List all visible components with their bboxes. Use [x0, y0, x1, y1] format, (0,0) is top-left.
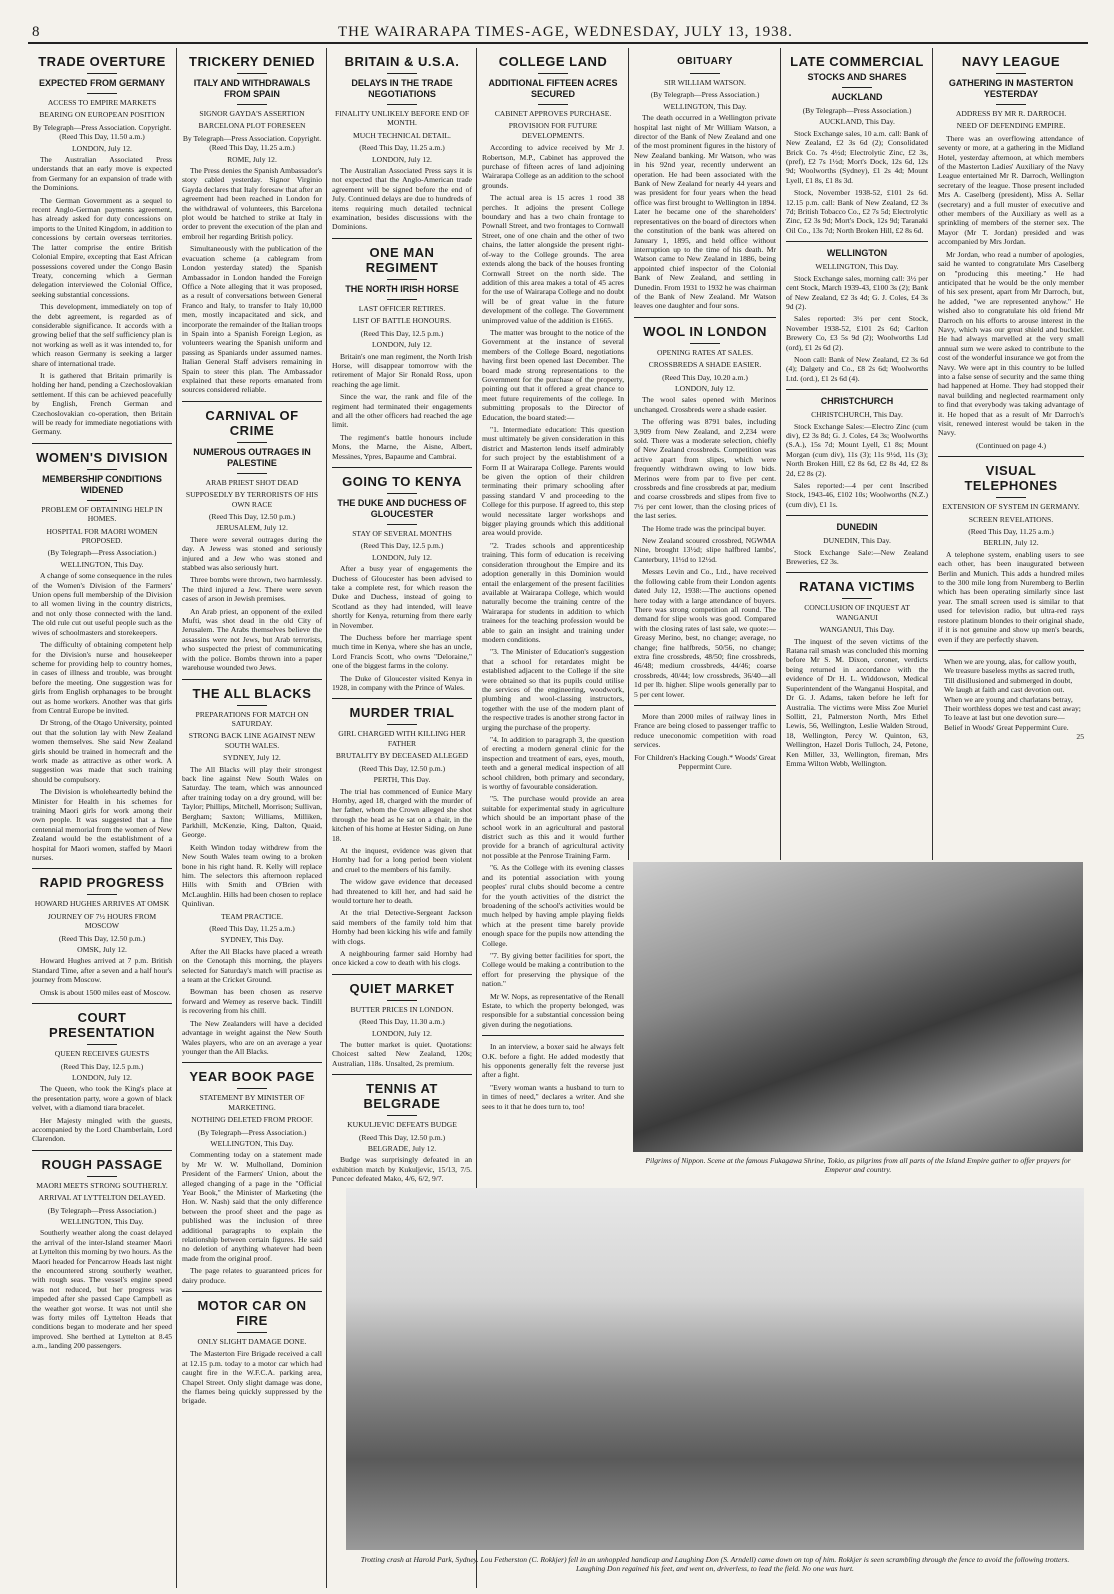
subhead: LIST OF BATTLE HONOURS.: [352, 316, 452, 326]
byline: (Reed This Day, 12.50 p.m.): [358, 763, 446, 773]
subhead: TEAM PRACTICE.: [220, 911, 284, 921]
subhead: QUEEN RECEIVES GUESTS: [54, 1049, 150, 1059]
paragraph: The widow gave evidence that deceased had threatened to kill her, and had said he would torture her to death.: [332, 877, 472, 905]
paragraph: "5. The purchase would provide an area suitable for experimental study in agriculture which should be an important phase of the school work in an agricultural and pastoral district such as this and it would further provide for a branch of agricultural activity not possible at the Penrose Training Farm.: [482, 794, 624, 860]
paragraph: Budge was surprisingly defeated in an exhibition match by Kukuljevic, 15/13, 7/5. Puncec defeated Mako, 4/6, 6/2, 9/7.: [332, 1155, 472, 1184]
subhead: CONCLUSION OF INQUEST AT WANGANUI: [804, 603, 910, 622]
subhead: ADDITIONAL FIFTEEN ACRES SECURED: [488, 78, 618, 99]
headline: QUIET MARKET: [349, 980, 455, 996]
paragraph: Dr Strong, of the Otago University, pointed out that the solution lay with New Zealand women themselves. She said New Zealand girls should be trained in homecraft and the work made as attractive as other work. A suggestion was made that such training should be compulsory.: [32, 718, 172, 784]
dateline: OMSK, July 12.: [77, 945, 127, 955]
article-trade-overture: [32, 54, 172, 437]
paragraph: Stock, November 1938-52, £101 2s 6d. 12.15 p.m. call: Bank of New Zealand, £2 3s 7d; British Tobacco Co., £2 7s 5d; Electrolytic Zinc, £2 3s 9d; Mort's Dock, 12s 9d; Taranaki Oil Co., 13s 7d; North Broken Hill, £2 8s 6d.: [786, 188, 928, 235]
subhead: OPENING RATES AT SALES.: [656, 347, 754, 357]
subhead: NEED OF DEFENDING EMPIRE.: [956, 121, 1066, 131]
paragraph: The actual area is 15 acres 1 rood 38 perches. It adjoins the present College boundary and has a two chain frontage to Pownall Street, and two frontages to Cornwall Street, one of one chain and the other of two chains, the latter alongside the present right-of-way to the College grounds. The area extends along the back of the houses fronting Cornwall Street on the north side. The addition of this area makes a total of 45 acres for the use of Wairarapa College and no doubt will be of great value in the future development of the college. The Government unimproved value of the addition is £1665.: [482, 193, 624, 325]
paragraph: Three bombs were thrown, two harmlessly. The third injured a Jew. There were seven cases of arson in Jewish premises.: [182, 575, 322, 604]
poem-line: Belief in Woods' Great Peppermint Cure.: [944, 722, 1069, 732]
article-fillers: [482, 1042, 624, 1111]
subhead: PROBLEM OF OBTAINING HELP IN HOMES.: [41, 504, 163, 524]
paragraph: The inquest of the seven victims of the Ratana rail smash was concluded this morning before Mr S. M. Dixon, coroner, verdicts being returned in accordance with the evidence of Dr H. L. Widdowson, Medical Superintendent of the Wanganui Hospital, and Dr G. J. Adams, taken before he left for Australia. The victims were Miss Zoe Muriel Sollitt, 21, Palmerston North, Mrs Ethel Lewis, 56, Wellington, Leslie Walden Stroud, 18, Wellington, Percy W. Quinton, 63, Wellington, Hazel Doris Tulloch, 24, Petone, Ken Miller, 33, Wellington, fireman, Mrs Emma Wilton Webb, Wellington.: [786, 636, 928, 768]
paragraph: The Duchess before her marriage spent much time in Kenya, where she has an uncle, Lord Francis Scott, who owns "Deloraine," one of the biggest farms in the colony.: [332, 633, 472, 671]
headline: TRICKERY DENIED: [189, 54, 315, 69]
paragraph: After the All Blacks have placed a wreath on the Cenotaph this morning, the players selected for Saturday's match will practise as a team at the Cricket Ground.: [182, 946, 322, 985]
byline: (By Telegraph—Press Association.): [802, 106, 912, 115]
column-divider: [326, 48, 327, 1588]
paragraph: There were several outrages during the day. A Jewess was stoned and seriously injured and a Jew who was stoned and stabbed was also seriously hurt.: [182, 534, 322, 573]
column-divider: [176, 48, 177, 1588]
subhead: NUMEROUS OUTRAGES IN PALESTINE: [193, 446, 311, 468]
subhead: THE DUKE AND DUCHESS OF GLOUCESTER: [337, 497, 467, 519]
ad-number: 25: [1076, 732, 1084, 742]
article-court-presentation: [32, 1010, 172, 1144]
advertisement: For Children's Hacking Cough.* Woods' Great Peppermint Cure.: [634, 752, 776, 771]
paragraph: The butter market is quiet. Quotations: Choicest salted New Zealand, 120s; Australian, 118s. Unsalted, 2s premium.: [332, 1040, 472, 1068]
paragraph: The Press denies the Spanish Ambassador's story cabled yesterday. Signor Virginio Gayda declares that Italy foresaw that after an agreement had been reached in London for the withdrawal of volunteers, this Barcelona plot would be hatched to strike at Italy in order to prevent the execution of the plan and embroil her regarding British policy.: [182, 166, 322, 241]
subhead: LAST OFFICER RETIRES.: [358, 303, 446, 313]
dateline: LONDON, July 12.: [372, 340, 432, 350]
article-year-book-page: [182, 1069, 322, 1285]
article-dunedin-stocks: [786, 522, 928, 566]
dateline: LONDON, July 12.: [675, 383, 735, 393]
poem-line: We treasure baseless myths as sacred truth,: [944, 666, 1075, 676]
article-college-land: [482, 54, 624, 1029]
paragraph: Stock Exchange sales, morning call: 3½ per cent Stock, March 1939-43, £100 3s (2); Bank of New Zealand, £2 3s 4d; G. J. Coles, £4 3s 9d (2).: [786, 273, 928, 311]
paragraph: Messrs Levin and Co., Ltd., have received the following cable from their London agents dated July 12, 1938:—The auctions opened here today with a large attendance of buyers. There was strong competition all round. The demand for slipe wools was good. Compared with the closing rates of last sale, we quote:—Greasy Merino, best, no change; average, no change; fine halfbreds, 50/56, no change; extra fine crossbreds, 48/50; fine crossbreds, 46/48; medium crossbreds, 44/46; coarse crossbreds, 40/44; low crossbreds, 36/40—all 1d per lb. higher. Slipe wools generally par to 5 per cent lower.: [634, 567, 776, 699]
subhead: GIRL CHARGED WITH KILLING HER FATHER: [338, 729, 466, 748]
dateline: WANGANUI, This Day.: [819, 625, 895, 635]
byline: (Reed This Day, 10.20 a.m.): [662, 372, 748, 382]
article-navy-league: [938, 54, 1084, 450]
headline: COLLEGE LAND: [498, 54, 608, 69]
column-divider: [932, 48, 933, 860]
paragraph: The trial has commenced of Eunice Mary Hornby, aged 18, charged with the murder of her father, whom the Crown alleged she shot through the head as he sat on a chair, in the kitchen of his home at Hester Siding, on June 18.: [332, 786, 472, 843]
headline: RATANA VICTIMS: [799, 579, 915, 595]
dateline: WELLINGTON, This Day.: [60, 559, 144, 569]
paragraph: The wool sales opened with Merinos unchanged. Crossbreds were a shade easier.: [634, 395, 776, 414]
subhead: BARCELONA PLOT FORESEEN: [198, 121, 306, 131]
subhead: NOTHING DELETED FROM PROOF.: [191, 1115, 313, 1125]
dateline: WELLINGTON, This Day.: [60, 1216, 144, 1226]
headline: MURDER TRIAL: [349, 705, 455, 721]
paragraph: "6. As the College with its evening classes and its potential association with young peoples' rural clubs should become a centre for the youth activities of the district the broadening of the school's activities would be much helped by having ample playing fields which at the present time barely provide enough space for the pupils now attending the College.: [482, 863, 624, 948]
headline: VISUAL TELEPHONES: [964, 463, 1058, 494]
subhead: DUNEDIN: [836, 522, 878, 533]
byline: (By Telegraph—Press Association.): [197, 1127, 307, 1137]
subhead: HOSPITAL FOR MAORI WOMEN PROPOSED.: [46, 526, 158, 546]
paragraph: A change of some consequence in the rules of the Women's Division of the Farmers' Union opens full membership of the Division to all women living in the country districts, and not only those connected with the land. The old rule cut out useful people such as the wives of schoolmasters and storekeepers.: [32, 571, 172, 637]
paragraph: Omsk is about 1500 miles east of Moscow.: [40, 987, 171, 997]
article-france-railways: [634, 712, 776, 771]
paragraph: Stock Exchange Sales:—Electro Zinc (cum div), £2 3s 8d; G. J. Coles, £4 3s; Woolworths (S.A.), 15s 7d; Mount Lyell, £1 8s; Mount Morgan (cum div), 11s (3); 11s 9½d, 11s (3); North Broken Hill, £2 8s 6d, £2 8s 4d, £2 8s 2d, £2 8s (2).: [786, 421, 928, 478]
paragraph: According to advice received by Mr J. Robertson, M.P., Cabinet has approved the purchase of fifteen acres of land adjoining Wairarapa College as an addition to the school grounds.: [482, 143, 624, 190]
subhead: HOWARD HUGHES ARRIVES AT OMSK: [34, 899, 170, 909]
headline: TRADE OVERTURE: [38, 54, 166, 69]
subhead: ADDRESS BY MR R. DARROCH.: [955, 109, 1067, 118]
dateline: WELLINGTON, This Day.: [663, 101, 747, 111]
dateline: AUCKLAND, This Day.: [819, 117, 895, 127]
subhead: ITALY AND WITHDRAWALS FROM SPAIN: [193, 78, 311, 99]
byline: (Reed This Day, 12.5 p.m.): [60, 1061, 144, 1071]
paragraph: The All Blacks will play their strongest back line against New South Wales on Saturday. The team, which was announced after training today on a dry ground, will be: Taylor; Phillips, Mitchell, Morrison; Sullivan, Bergham; Saxton; Williams, Milliken, Parkhill, McKenzie, King, Dalton, Quaid, George.: [182, 764, 322, 840]
subhead: FINALITY UNLIKELY BEFORE END OF MONTH.: [334, 109, 470, 128]
subhead: STATEMENT BY MINISTER OF MARKETING.: [199, 1093, 305, 1112]
subhead: SIR WILLIAM WATSON.: [664, 78, 746, 87]
headline: YEAR BOOK PAGE: [189, 1069, 315, 1085]
column-5: [634, 48, 776, 860]
photo-trotting-crash: [346, 1188, 1084, 1550]
paragraph: Since the war, the rank and file of the regiment had terminated their engagements and all the other officers had reached the age limit.: [332, 392, 472, 430]
article-womens-division: [32, 450, 172, 863]
paragraph: In an interview, a boxer said he always felt O.K. before a fight. He added modestly that his opponents generally felt the reverse just after a fight.: [482, 1042, 624, 1080]
paragraph: "7. By giving better facilities for sport, the College would be making a contribution to the effort for preserving the physique of the nation.": [482, 950, 624, 989]
paragraph: Howard Hughes arrived at 7 p.m. British Standard Time, after a seven and a half hour's journey from Moscow.: [32, 956, 172, 985]
dateline: WELLINGTON, This Day.: [210, 1138, 294, 1148]
dateline: WELLINGTON, This Day.: [815, 262, 899, 272]
subhead: THE NORTH IRISH HORSE: [345, 283, 459, 294]
subhead: AUCKLAND: [831, 92, 883, 102]
column-4: [482, 48, 624, 1111]
poem-line: Till disillusioned and submerged in doubt,: [944, 675, 1073, 685]
headline: BRITAIN & U.S.A.: [344, 54, 460, 69]
column-1: [32, 48, 172, 1588]
paragraph: Commenting today on a statement made by Mr W. W. Mulholland, Dominion President of the Farmers' Union, about the alleged changing of a page in the "Official Year Book," the Minister of Marketing (the Hon. W. Nash) said that the only difference between the proof sheet and the page as published was the inclusion of three additional paragraphs to explain the relationship between certain figures. He said no deletion of anything whatever had been made from the original proof.: [182, 1150, 322, 1263]
paragraph: Sales reported: 3½ per cent Stock, November 1938-52, £101 2s 6d; Carlton Brewery Co, £3 5s 9d (2); Woolworths Ltd (ord), £1 2s 6d (2).: [786, 314, 928, 352]
masthead-title: THE WAIRARAPA TIMES-AGE, WEDNESDAY, JULY 13, 1938.: [338, 24, 793, 40]
byline: (Reed This Day, 11.25 a.m.): [968, 527, 1054, 537]
subhead: SCREEN REVELATIONS.: [968, 514, 1054, 524]
subhead: CABINET APPROVES PURCHASE.: [494, 109, 612, 118]
dateline: LONDON, July 12.: [372, 154, 432, 164]
paragraph: The New Zealanders will have a decided advantage in weight against the New South Wales players, who are on an average a year younger than the All Blacks.: [182, 1018, 322, 1056]
paragraph: "Every woman wants a husband to turn to in times of need," declares a writer. And she sees to it that he does turn to, too!: [482, 1082, 624, 1111]
paragraph: The Queen, who took the King's place at the presentation party, wore a gown of black velvet, with a diamond tiara bracelet.: [32, 1084, 172, 1113]
paragraph: The page relates to guaranteed prices for dairy produce.: [182, 1266, 322, 1285]
paragraph: The regiment's battle honours include Mons, the Marne, the Aisne, Albert, Messines, Ypres, Bapaume and Cambrai.: [332, 432, 472, 461]
dateline: SYDNEY, July 12.: [223, 753, 281, 763]
subhead: MEMBERSHIP CONDITIONS WIDENED: [42, 473, 162, 495]
dateline: ROME, July 12.: [227, 154, 277, 164]
article-murder-trial: [332, 705, 472, 967]
article-going-to-kenya: [332, 474, 472, 693]
dateline: CHRISTCHURCH, This Day.: [811, 410, 903, 420]
byline: (By Telegraph—Press Association.): [47, 548, 157, 558]
column-2: [182, 48, 322, 1588]
subhead: SUPPOSEDLY BY TERRORISTS OF HIS OWN RACE: [185, 490, 319, 509]
subhead: EXTENSION OF SYSTEM IN GERMANY.: [942, 502, 1080, 512]
paragraph: After a busy year of engagements the Duchess of Gloucester has been advised to take a complete rest, for which reason the Duke and Duchess, instead of going to Scotland as they had intended, will leave shortly for Kenya, returning from there early in November.: [332, 564, 472, 630]
article-visual-telephones: [938, 463, 1084, 644]
subhead: STRONG BACK LINE AGAINST NEW SOUTH WALES.: [188, 731, 316, 750]
headline: OBITUARY: [677, 56, 733, 67]
dateline: DUNEDIN, This Day.: [823, 536, 891, 546]
paragraph: The German Government as a sequel to recent Anglo-German payments agreement, has already asked for duty concessions on imports to the United Kingdom, in addition to concessions by certain overseas territories. The latter comprise the entire British Colonial Empire, excepting that East African possessions covered under the Congo Basin Treaty, concerning which a German delegation interviewed the Colonial Office, seeking substantial concessions.: [32, 195, 172, 299]
dateline: SYDNEY, This Day.: [220, 935, 284, 945]
article-all-blacks: [182, 686, 322, 1057]
subhead: STAY OF SEVERAL MONTHS: [352, 528, 452, 538]
subhead: EXPECTED FROM GERMANY: [38, 78, 165, 88]
dateline: LONDON, July 12.: [372, 552, 432, 562]
headline: ONE MAN REGIMENT: [365, 244, 439, 275]
column-3: [332, 48, 472, 1184]
article-one-man-regiment: [332, 245, 472, 461]
column-divider: [628, 48, 629, 860]
headline: LATE COMMERCIAL: [790, 54, 924, 69]
advertisement-poem: [938, 657, 1084, 742]
paragraph: Mr W. Nops, as representative of the Renall Estate, to which the property belonged, was responsible for a substantial concession being given during the negotiations.: [482, 991, 624, 1029]
paragraph: Sales reported:—4 per cent Inscribed Stock, 1943-46, £102 10s; Woolworths (N.Z.) (cum div), £1 1s.: [786, 481, 928, 509]
page-number: 8: [32, 24, 41, 40]
paragraph: Simultaneously with the publication of the evacuation scheme (a cablegram from London yesterday stated) the Spanish Ambassador in London handed the Foreign Office a Note alleging that it was proposed, as a result of conversations between General Franco and Italy, to transfer to Italy 10,000 men, mostly incapacitated and sick, and incorporate the remainder of the Italian troops in Spain into a Spanish Foreign Legion, as volunteers wearing the Spanish uniform and passing as Spaniards under assumed names. Italian General Staff advisers remaining in Spain to steer this plan. The Ambassador explained that these reports emanated from sources considered reliable.: [182, 244, 323, 395]
subhead: JOURNEY OF 7½ HOURS FROM MOSCOW: [47, 911, 157, 931]
subhead: ARRIVAL AT LYTTELTON DELAYED.: [38, 1193, 166, 1203]
paragraph: The Australian Associated Press understands that an early move is expected from Germany for an expansion of trade with the Dominions.: [32, 155, 172, 193]
subhead: ONLY SLIGHT DAMAGE DONE.: [197, 1337, 307, 1347]
paragraph: This development, immediately on top of the debt agreement, is regarded as of considerable significance. It accords with a growing belief that the self sufficiency plan is not working as well as it was intended to, for which reason Germany is seeking a larger share of international trade.: [32, 302, 172, 368]
headline: TENNIS AT BELGRADE: [363, 1081, 441, 1112]
subhead: ACCESS TO EMPIRE MARKETS: [47, 98, 157, 107]
headline: WOMEN'S DIVISION: [36, 449, 168, 465]
paragraph: Noon call: Bank of New Zealand, £2 3s 6d (4); Dalgety and Co., £8 2s 6d; Woolworths Ltd. (ord.), £1 2s 6d (4).: [786, 354, 928, 383]
paragraph: "1. Intermediate education: This question must ultimately be given consideration in this district and Masterton lends itself admirably for such project by the establishment of a Form II at Wairarapa College. Parents would be given the option of their children terminating their primary schooling after passing standard V and proceeding to the College for this purpose. If agreed to, this step would necessitate larger workshops and bigger playing grounds which this additional area would provide.: [482, 425, 624, 538]
paragraph: More than 2000 miles of railway lines in France are being closed to passenger traffic to reduce uneconomic competition with road services.: [634, 711, 776, 750]
article-quiet-market: [332, 981, 472, 1068]
dateline: LONDON, July 12.: [72, 1072, 132, 1082]
headline: CARNIVAL OF CRIME: [205, 407, 299, 438]
headline: WOOL IN LONDON: [643, 323, 767, 339]
paragraph: A telephone system, enabling users to see each other, has been inaugurated between Berlin and Munich. This adds a hundred miles to the 300 mile long from Nuremberg to Berlin which has been operating similarly since last year. The small screen used is similar to that used for television radio, but ultra-red rays restore platinum blondes to their original shade, if it is not genuine and show up men's beards, even if they are perfectly shaven.: [938, 549, 1084, 644]
column-divider: [780, 48, 781, 860]
paragraph: "2. Trades schools and apprenticeship training. This form of education is receiving consideration throughout the Empire and its adoption generally in this Dominion would entail the enlargement of the present facilities available at Wairarapa College, which would naturally become the training centre of the Wairarapa for students in addition to which trainees for the teaching profession would be able to gain an insight and training under modern conditions.: [482, 540, 624, 644]
paragraph: At the trial Detective-Sergeant Jackson said members of the family told him that Hornby had been kicking his wife and family with clogs.: [332, 908, 472, 946]
paragraph: The Masterton Fire Brigade received a call at 12.15 p.m. today to a motor car which had caught fire in the W.F.C.A. parking area, Chapel Street. Only slight damage was done, the flames being quickly suppressed by the brigade.: [182, 1349, 322, 1406]
subhead: GATHERING IN MASTERTON YESTERDAY: [948, 78, 1074, 99]
subhead: STOCKS AND SHARES: [807, 72, 907, 82]
headline: COURT PRESENTATION: [49, 1010, 155, 1041]
subhead: SIGNOR GAYDA'S ASSERTION: [199, 109, 305, 118]
photo-caption: Pilgrims of Nippon. Scene at the famous Fukagawa Shrine, Tokio, as pilgrims from all parts of the Island Empire gather to offer prayers for Emperor and country.: [645, 1156, 1071, 1175]
paragraph: The death occurred in a Wellington private hospital last night of Mr William Watson, a director of the Bank of New Zealand and one of the most prominent figures in the history of New Zealand banking. Mr Watson, who was in his 92nd year, recently underwent an operation. He had been associated with the Bank of New Zealand for nearly 44 years and was president for four years when the head office was first brought to Wellington in 1894. Later he became one of the shareholders' representatives on the board of directors when the constitution of the bank was altered on January 1, 1895, and held office without interruption up to the time of his death. Mr Watson came to New Zealand in 1886, being appointed chief inspector of the Colonial Bank of New Zealand, and settling in Dunedin. From 1931 to 1932 he was chairman of the Bank of New Zealand. Mr Watson leaves one daughter and four sons.: [634, 113, 776, 311]
article-carnival-of-crime: [182, 408, 322, 673]
byline: (Reed This Day, 12.50 p.m.): [208, 512, 296, 521]
byline: By Telegraph—Press Association. Copyright. (Reed This Day, 11.50 a.m.): [32, 122, 172, 142]
continued-note: (Continued on page 4.): [975, 440, 1047, 450]
subhead: WELLINGTON: [826, 248, 888, 259]
subhead: BRUTALITY BY DECEASED ALLEGED: [335, 751, 469, 761]
subhead: KUKULJEVIC DEFEATS BUDGE: [347, 1120, 457, 1130]
paragraph: Keith Windon today withdrew from the New South Wales team owing to a broken bone in his right hand. R. Kelly will replace him. The selectors this afternoon replaced Hills with Smith and O'Brien with McLaughlin. Hills had been chosen to replace Quinlivan.: [182, 842, 322, 909]
dateline: BELGRADE, July 12.: [367, 1144, 437, 1154]
subhead: ARAB PRIEST SHOT DEAD: [205, 477, 299, 487]
paragraph: The Division is wholeheartedly behind the Minister for Health in his schemes for training Maori girls for work among their own people. It was suggested that a fine centennial memorial from the women of New Zealand would be the establishment of a hospital for Maori women, staffed by Maori nurses.: [32, 787, 172, 863]
paragraph: Britain's one man regiment, the North Irish Horse, will disappear tomorrow with the retirement of Major Sir Ronald Ross, upon reaching the age limit.: [332, 351, 472, 389]
subhead: BEARING ON EUROPEAN POSITION: [39, 110, 165, 120]
paragraph: The difficulty of obtaining competent help for the Division's nurse and housekeeper scheme for providing help to country homes, in cases of illness and trouble, was brought before the meeting. One suggestion was for girls from English orphanages to be brought out as home workers. Another was that girls from Central Europe be invited.: [32, 640, 172, 715]
subhead: PREPARATIONS FOR MATCH ON SATURDAY.: [195, 709, 309, 728]
subhead: CROSSBREDS A SHADE EASIER.: [648, 360, 762, 370]
dateline: LONDON, July 12.: [372, 1028, 432, 1038]
paragraph: A neighbouring farmer said Hornby had once kicked a cow to death with his clogs.: [332, 949, 472, 968]
headline: GOING TO KENYA: [342, 473, 462, 489]
byline: (By Telegraph—Press Association.): [650, 90, 760, 100]
article-rough-passage: [32, 1157, 172, 1351]
poem-line: We laugh at faith and cast devotion out.: [944, 685, 1065, 695]
dateline: BERLIN, July 12.: [983, 538, 1039, 548]
headline: RAPID PROGRESS: [39, 875, 165, 891]
paragraph: New Zealand scoured crossbred, NGWMA Nine, brought 13½d; slipe halfbred lambs', Canterbury, 11½d to 12½d.: [634, 536, 776, 564]
article-motor-car-on-fire: [182, 1298, 322, 1406]
subhead: CHRISTCHURCH: [820, 396, 894, 407]
dateline: PERTH, This Day.: [373, 775, 431, 785]
subhead: PROVISION FOR FUTURE DEVELOPMENTS.: [508, 121, 598, 140]
paragraph: The offering was 8791 bales, including 3,909 from New Zealand, and 2,234 were sold. There was a moderate selection, chiefly of New Zealand crossbreds. Competition was active apart from slipes, which were frequently withdrawn owing to low bids. Merinos were from par to five per cent. crossbreds and fine crossbreds at par, medium and coarse crossbreds and slipes from five to 7½ per cent lower, than the closing prices of the last series.: [634, 417, 776, 521]
subhead: DELAYS IN THE TRADE NEGOTIATIONS: [351, 78, 453, 99]
paragraph: The Australian Associated Press says it is not expected that the Anglo-American trade agreement will be signed before the end of July. Continued delays are due to hundreds of items requiring much detailed technical examination, besides discussions with the Dominions.: [332, 166, 472, 232]
article-christchurch-stocks: [786, 396, 928, 509]
headline: NAVY LEAGUE: [961, 54, 1061, 69]
photo-pilgrims: [633, 862, 1083, 1152]
article-rapid-progress: [32, 875, 172, 997]
byline: By Telegraph—Press Association. Copyright. (Reed This Day, 11.25 a.m.): [182, 133, 322, 153]
paragraph: An Arab priest, an opponent of the exiled Mufti, was shot dead in the old City of Jerusalem. The Arabs themselves believe the assassins were not Jews, but Arab terrorists, who suspected the priest of communicating with the police. Bombs thrown into a paper warehouse wounded two Jews.: [182, 606, 322, 673]
paragraph: "4. In addition to paragraph 3, the question of erecting a modern general clinic for the inspection and treatment of ears, eyes, mouth, teeth and a general medical inspection of all school children, both primary and secondary, is worthy of favourable consideration.: [482, 735, 624, 792]
paragraph: At the inquest, evidence was given that Hornby had for a long period been violent and cruel to the members of his family.: [332, 845, 472, 874]
poem-line: Their worthless dopes we test and cast away;: [944, 703, 1081, 713]
headline: THE ALL BLACKS: [192, 685, 312, 701]
dateline: LONDON, July 12.: [72, 143, 132, 153]
paragraph: It is gathered that Britain primarily is holding her hand, pending a Czechoslovakian settlement. If this can be achieved peacefully by English, French German and Czechoslovakian co-operation, then Britain will be ready for immediate negotiations with Germany.: [32, 370, 172, 437]
masthead: [28, 22, 1088, 44]
photo-caption: Trotting crash at Harold Park, Sydney. Lou Fetherston (C. Rokkjer) fell in an unhoppled handicap and Laughing Don (S. Arndell) came down on top of him. Rokkjer is seen scrambling through the fence to avoid the following trotters. Laughing Don regained his feet, and went on, driverless, to lead the field. No one was hurt.: [360, 1555, 1070, 1574]
column-7: [938, 48, 1084, 860]
article-wool-in-london: [634, 324, 776, 699]
article-tennis-belgrade: [332, 1081, 472, 1183]
article-wellington-stocks: [786, 248, 928, 383]
paragraph: The Home trade was the principal buyer.: [642, 523, 766, 533]
paragraph: "3. The Minister of Education's suggestion that a school for retardates might be established adjacent to the College if the site were obtained so that its pupils could utilise the services of the engineering, woodwork, plumbing and wool-classing instructors, together with the use of the modern plant of the respective trades is another strong factor in urging the purchase of the property.: [482, 647, 624, 732]
headline: ROUGH PASSAGE: [41, 1156, 163, 1172]
headline: MOTOR CAR ON FIRE: [197, 1298, 307, 1329]
article-ratana-victims: [786, 579, 928, 768]
paragraph: Her Majesty mingled with the guests, accompanied by the Lord Chamberlain, Lord Clarendon.: [32, 1115, 172, 1144]
byline: (Reed This Day, 12.50 p.m.): [58, 933, 146, 943]
poem-line: When we are young, alas, for callow youth,: [944, 656, 1077, 666]
paragraph: The matter was brought to the notice of the Government at the instance of several members of the College Board, negotiations having first been opened last December. The board made strong representations to the Government for the purchase of the property, pointing out that it offered a great chance to meet future requirements of the college. In submitting proposals to the Director of Education, the board stated:—: [482, 327, 624, 422]
poem-line: To leave at last but one devotion sure—: [944, 713, 1065, 723]
paragraph: There was an overflowing attendance of seventy or more, at a gathering in the Midland Hotel, yesterday afternoon, at which members of the Masterton Ladies' Auxiliary of the Navy League entertained Mr R. Darroch, Wellington secretary of the league. Those present included Mrs A. Caselberg (president), Miss A. Sellar (secretary) and a full muster of executive and other members of the Auxiliary as well as a sprinkling of members of the sterner sex. The Mayor (Mr T. Jordan) presided and was accompanied by Mrs Jordan.: [938, 133, 1084, 247]
paragraph: The Duke of Gloucester visited Kenya in 1928, in company with the Prince of Wales.: [332, 673, 472, 693]
byline: (Reed This Day, 11.25 a.m.): [209, 924, 295, 934]
byline: (Reed This Day, 12.50 p.m.): [358, 1132, 446, 1142]
byline: (Reed This Day, 11.30 a.m.): [359, 1017, 445, 1027]
column-6: [786, 48, 928, 860]
subhead: BUTTER PRICES IN LONDON.: [350, 1004, 454, 1014]
byline: (By Telegraph—Press Association.): [47, 1205, 157, 1215]
subhead: MUCH TECHNICAL DETAIL.: [353, 130, 451, 140]
paragraph: Bowman has been chosen as reserve forward and Wemey as reserve back. Tindill is recovering from his chill.: [182, 987, 322, 1016]
article-late-commercial: [786, 54, 928, 235]
byline: (Reed This Day, 12.5 p.m.): [360, 328, 444, 338]
paragraph: Stock Exchange sales, 10 a.m. call: Bank of New Zealand, £2 3s 6d (2); Consolidated Brick Co. 7s 4½d; Electrolytic Zinc, £2 3s, (pref), £2 7s 1½d; Mort's Dock, 12s 6d, 12s 9d; Woolworths (Sydney), £1 2s 4d; Mount Lyell, £1 8s, £1 8s 3d.: [786, 128, 928, 185]
byline: (Reed This Day, 12.5 p.m.): [360, 541, 444, 551]
paragraph: Southerly weather along the coast delayed the arrival of the inter-Island steamer Maori at Lyttelton this morning by two hours. As the Maori headed for Pencarrow Heads last night the encountered strong southerly weather, with rough seas. The vessel's engine speed was not reduced, but her progress was impeded after she passed Cape Campbell as the weather got worse. It was not until she was forty miles off Lyttelton Heads that conditions began to moderate and her speed improved. She berthed at Lyttelton at 8.45 a.m., landing 200 passengers.: [32, 1228, 172, 1351]
article-trickery-denied: [182, 54, 322, 395]
dateline: JERUSALEM, July 12.: [216, 523, 288, 533]
paragraph: Stock Exchange Sale:—New Zealand Breweries, £2 3s.: [786, 547, 928, 567]
article-obituary: [634, 54, 776, 311]
poem-line: When we are young and charlatans betray,: [944, 694, 1073, 704]
article-britain-usa: [332, 54, 472, 232]
byline: (Reed This Day, 11.25 a.m.): [359, 143, 445, 153]
subhead: MAORI MEETS STRONG SOUTHERLY.: [36, 1180, 168, 1190]
paragraph: Mr Jordan, who read a number of apologies, said he wanted to congratulate Mrs Caselberg on "producing this meeting." He had anticipated that he would be the only member of his sex present, apart from Mr Darroch, but, he added, "we are represented anyhow." He wished also to congratulate his old friend Mr Darroch on his efforts to arouse interest in the Navy, which was our great shield and buckler. He had always marvelled at the very small annual sum we were asked to contribute to the cost of the wonderful insurance we got from the Navy. We were apt in this country to be lulled into a false sense of security and the same thing had happened at Home. They had stopped their naval building and neglected rearmament only to find that everybody was taking advantage of it. He hoped that as a result of Mr Darroch's visit, renewed interest would be taken in the Navy.: [938, 249, 1084, 438]
